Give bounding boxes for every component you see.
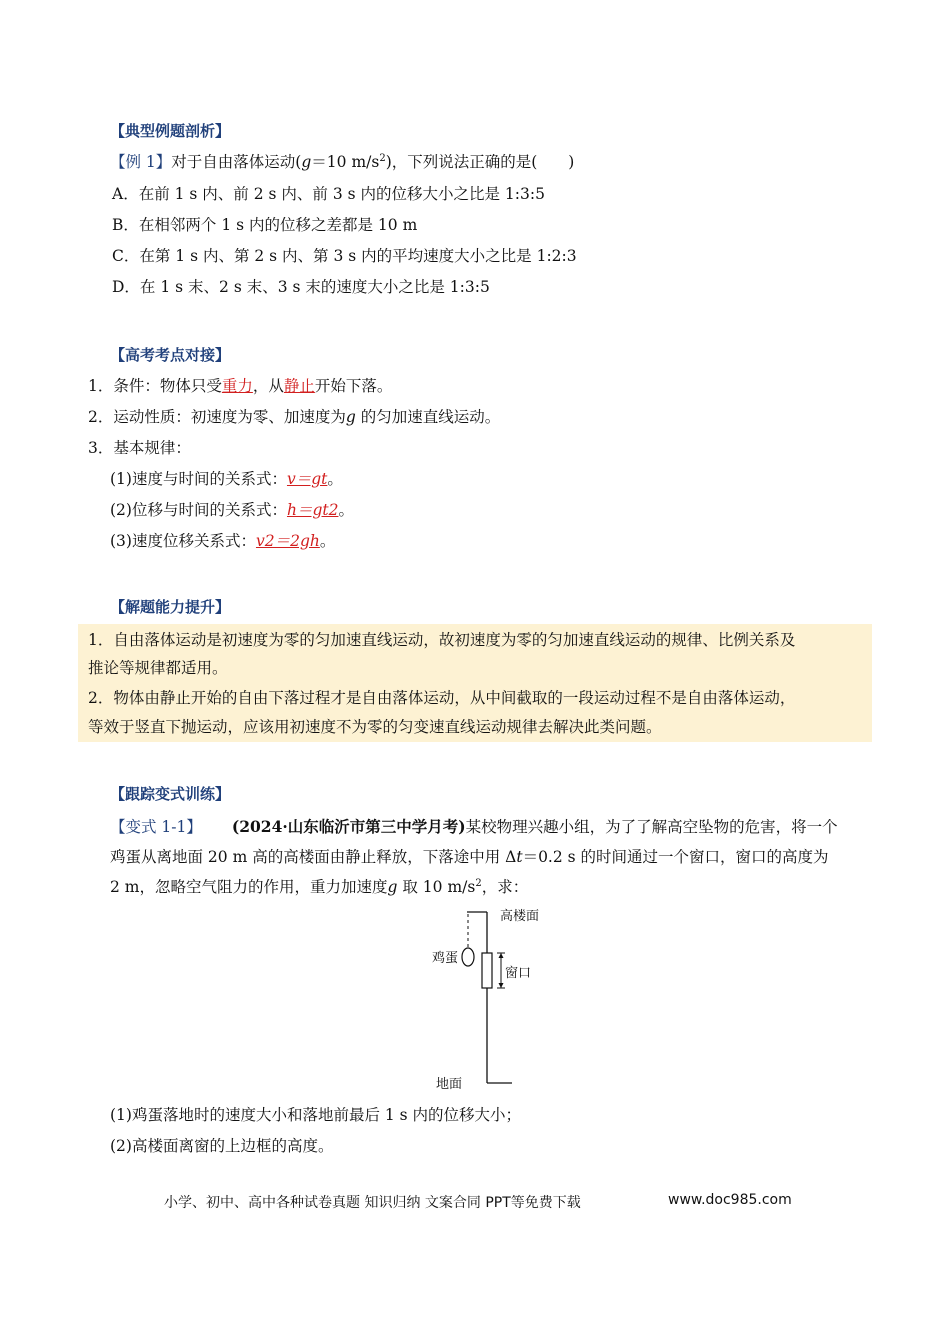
question-2: (2)高楼面离窗的上边框的高度。 <box>110 1137 334 1155</box>
exam-sub-1 <box>110 467 343 489</box>
example-stem-mid: ＝10 m/s <box>311 153 380 171</box>
practice-line-1 <box>110 815 838 837</box>
exam-sub-2-pre: (2)位移与时间的关系式： <box>110 501 287 519</box>
window-dim-arrow-up <box>499 953 504 958</box>
exam-item-1 <box>88 374 392 396</box>
example-stem-post: )，下列说法正确的是( ) <box>385 153 575 171</box>
window-shape <box>482 953 492 988</box>
practice-source: (2024·山东临沂市第三中学月考) <box>231 817 466 836</box>
egg-shape <box>462 948 474 966</box>
example-stem-g: g <box>301 153 312 171</box>
question-1: (1)鸡蛋落地时的速度大小和落地前最后 1 s 内的位移大小； <box>110 1106 522 1124</box>
footer-text: 小学、初中、高中各种试卷真题 知识归纳 文案合同 PPT等免费下载 <box>164 1195 581 1211</box>
practice-line-2-t: t <box>516 848 523 866</box>
exam-item-3: 3．基本规律： <box>88 439 191 457</box>
option-d: D．在 1 s 末、2 s 末、3 s 末的速度大小之比是 1:3:5 <box>112 278 490 296</box>
practice-line-3-post: ，求： <box>481 878 529 896</box>
example-stem-pre: 对于自由落体运动( <box>171 153 302 171</box>
example-heading: 【典型例题剖析】 <box>110 122 231 140</box>
tips-line-4: 等效于竖直下抛运动，应该用初速度不为零的匀变速直线运动规律去解决此类问题。 <box>88 718 662 736</box>
exam-sub-3-post: 。 <box>319 532 336 550</box>
exam-item-1-pre: 1．条件：物体只受 <box>88 377 222 395</box>
exam-sub-2 <box>110 498 354 520</box>
tips-line-2: 推论等规律都适用。 <box>88 659 228 677</box>
tips-box <box>78 624 872 742</box>
exam-sub-1-pre: (1)速度与时间的关系式： <box>110 470 287 488</box>
exam-item-1-mid: ，从 <box>252 377 284 395</box>
option-b: B．在相邻两个 1 s 内的位移之差都是 10 m <box>112 216 418 234</box>
label-ground: 地面 <box>436 1077 463 1092</box>
practice-line-2-post: ＝0.2 s 的时间通过一个窗口，窗口的高度为 <box>522 848 829 866</box>
practice-line-3-sup: 2 <box>475 877 482 889</box>
exam-sub-3-pre: (3)速度位移关系式： <box>110 532 256 550</box>
exam-fill-gravity: 重力 <box>221 377 253 395</box>
practice-line-2 <box>110 845 829 867</box>
practice-line-2-pre: 鸡蛋从离地面 20 m 高的高楼面由静止释放，下落途中用 Δ <box>110 848 517 866</box>
footer-site[interactable]: www.doc985.com <box>668 1192 792 1208</box>
option-a: A．在前 1 s 内、前 2 s 内、前 3 s 内的位移大小之比是 1:3:5 <box>112 185 545 203</box>
example-stem-sup: 2 <box>379 152 386 164</box>
label-roof: 高楼面 <box>500 909 540 924</box>
exam-sub-2-post: 。 <box>338 501 354 519</box>
exam-sub-1-post: 。 <box>327 470 343 488</box>
example-stem <box>110 150 574 172</box>
practice-line-3-g: g <box>387 878 398 896</box>
tips-heading: 【解题能力提升】 <box>110 598 231 616</box>
practice-label: 【变式 1-1】 <box>110 818 202 836</box>
exam-item-2 <box>88 405 500 427</box>
practice-line-1-post: 某校物理兴趣小组，为了了解高空坠物的危害，将一个 <box>465 818 838 836</box>
option-c: C．在第 1 s 内、第 2 s 内、第 3 s 内的平均速度大小之比是 1:2:3 <box>112 247 577 265</box>
exam-fill-displacement: h＝gt2 <box>286 501 339 519</box>
exam-item-2-g: g <box>345 408 356 426</box>
exam-fill-velocity-displacement: v2＝2gh <box>255 532 320 550</box>
exam-item-1-post: 开始下落。 <box>314 377 393 395</box>
practice-heading: 【跟踪变式训练】 <box>110 785 231 803</box>
exam-fill-rest: 静止 <box>283 377 315 395</box>
exam-sub-3 <box>110 529 335 551</box>
practice-line-3-mid: 取 10 m/s <box>397 878 476 896</box>
falling-egg-diagram <box>420 900 560 1090</box>
label-egg: 鸡蛋 <box>432 951 459 966</box>
exam-fill-velocity: v＝gt <box>286 470 328 488</box>
label-window: 窗口 <box>505 966 532 981</box>
window-dim-arrow-down <box>499 983 504 988</box>
practice-line-3-pre: 2 m，忽略空气阻力的作用，重力加速度 <box>110 878 388 896</box>
exam-item-2-pre: 2．运动性质：初速度为零、加速度为 <box>88 408 346 426</box>
exam-item-2-post: 的匀加速直线运动。 <box>355 408 501 426</box>
example-label: 【例 1】 <box>110 153 172 171</box>
exam-heading: 【高考考点对接】 <box>110 346 231 364</box>
tips-line-1: 1．自由落体运动是初速度为零的匀加速直线运动，故初速度为零的匀加速直线运动的规律、比例关系及 <box>88 631 796 649</box>
practice-line-3 <box>110 875 528 897</box>
tips-line-3: 2．物体由静止开始的自由下落过程才是自由落体运动，从中间截取的一段运动过程不是自由落体运动， <box>88 689 796 707</box>
